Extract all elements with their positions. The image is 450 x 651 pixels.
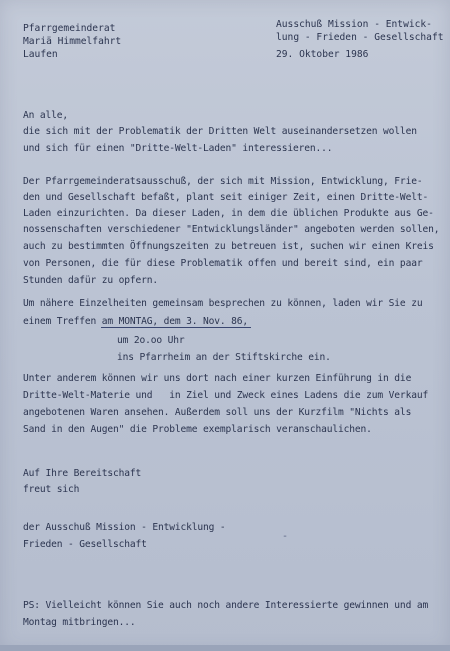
salutation-line: An alle, xyxy=(23,110,69,121)
page-bottom-edge xyxy=(0,645,450,651)
sender-line-2: Mariä Himmelfahrt xyxy=(23,36,122,47)
paragraph1-line: von Personen, die für diese Problematik offen und bereit sind, ein paar xyxy=(23,258,423,269)
committee-line-1: Ausschuß Mission - Entwick- xyxy=(276,19,432,30)
postscript-line: PS: Vielleicht können Sie auch noch andere Interessierte gewinnen und am xyxy=(23,600,429,611)
stray-mark: - xyxy=(282,531,289,542)
committee-line-2: lung - Frieden - Gesellschaft xyxy=(276,32,444,43)
signature-line: der Ausschuß Mission - Entwicklung - xyxy=(23,522,226,533)
date-underline xyxy=(101,327,251,328)
paragraph1-line: Stunden dafür zu opfern. xyxy=(23,275,159,286)
sender-line-1: Pfarrgemeinderat xyxy=(23,23,116,34)
meeting-place: ins Pfarrheim an der Stiftskirche ein. xyxy=(117,352,331,363)
letter-date: 29. Oktober 1986 xyxy=(276,49,369,60)
signature-line: Frieden - Gesellschaft xyxy=(23,539,147,550)
paragraph1-line: auch zu bestimmten Öffnungszeiten zu betreuen ist, suchen wir einen Kreis xyxy=(23,241,434,252)
paragraph3-line: angebotenen Waren ansehen. Außerdem soll uns der Kurzfilm "Nichts als xyxy=(23,407,412,418)
meeting-time: um 2o.oo Uhr xyxy=(117,335,185,346)
paragraph3-line: Unter anderem können wir uns dort nach einer kurzen Einführung in die xyxy=(23,373,412,384)
salutation-line: die sich mit der Problematik der Dritten Welt auseinandersetzen wollen xyxy=(23,126,417,137)
paragraph1-line: nossenschaften verschiedener "Entwicklungsländer" angeboten werden sollen, xyxy=(23,224,440,235)
paragraph3-line: Sand in den Augen" die Probleme exemplarisch veranschaulichen. xyxy=(23,424,372,435)
postscript-line: Montag mitbringen... xyxy=(23,617,136,628)
salutation-line: und sich für einen "Dritte-Welt-Laden" interessieren... xyxy=(23,143,333,154)
meeting-date-line: einem Treffen am MONTAG, dem 3. Nov. 86, xyxy=(23,316,249,327)
closing-line: freut sich xyxy=(23,484,80,495)
paragraph1-line: den und Gesellschaft befaßt, plant seit einiger Zeit, einen Dritte-Welt- xyxy=(23,192,429,203)
sender-line-3: Laufen xyxy=(23,49,58,60)
paragraph3-line: Dritte-Welt-Materie und in Ziel und Zweck eines Ladens die zum Verkauf xyxy=(23,390,429,401)
paragraph1-line: Der Pfarrgemeinderatsausschuß, der sich mit Mission, Entwicklung, Frie- xyxy=(23,176,423,187)
closing-line: Auf Ihre Bereitschaft xyxy=(23,468,142,479)
paragraph2-line: Um nähere Einzelheiten gemeinsam besprechen zu können, laden wir Sie zu xyxy=(23,298,423,309)
paragraph1-line: Laden einzurichten. Da dieser Laden, in dem die üblichen Produkte aus Ge- xyxy=(23,208,434,219)
